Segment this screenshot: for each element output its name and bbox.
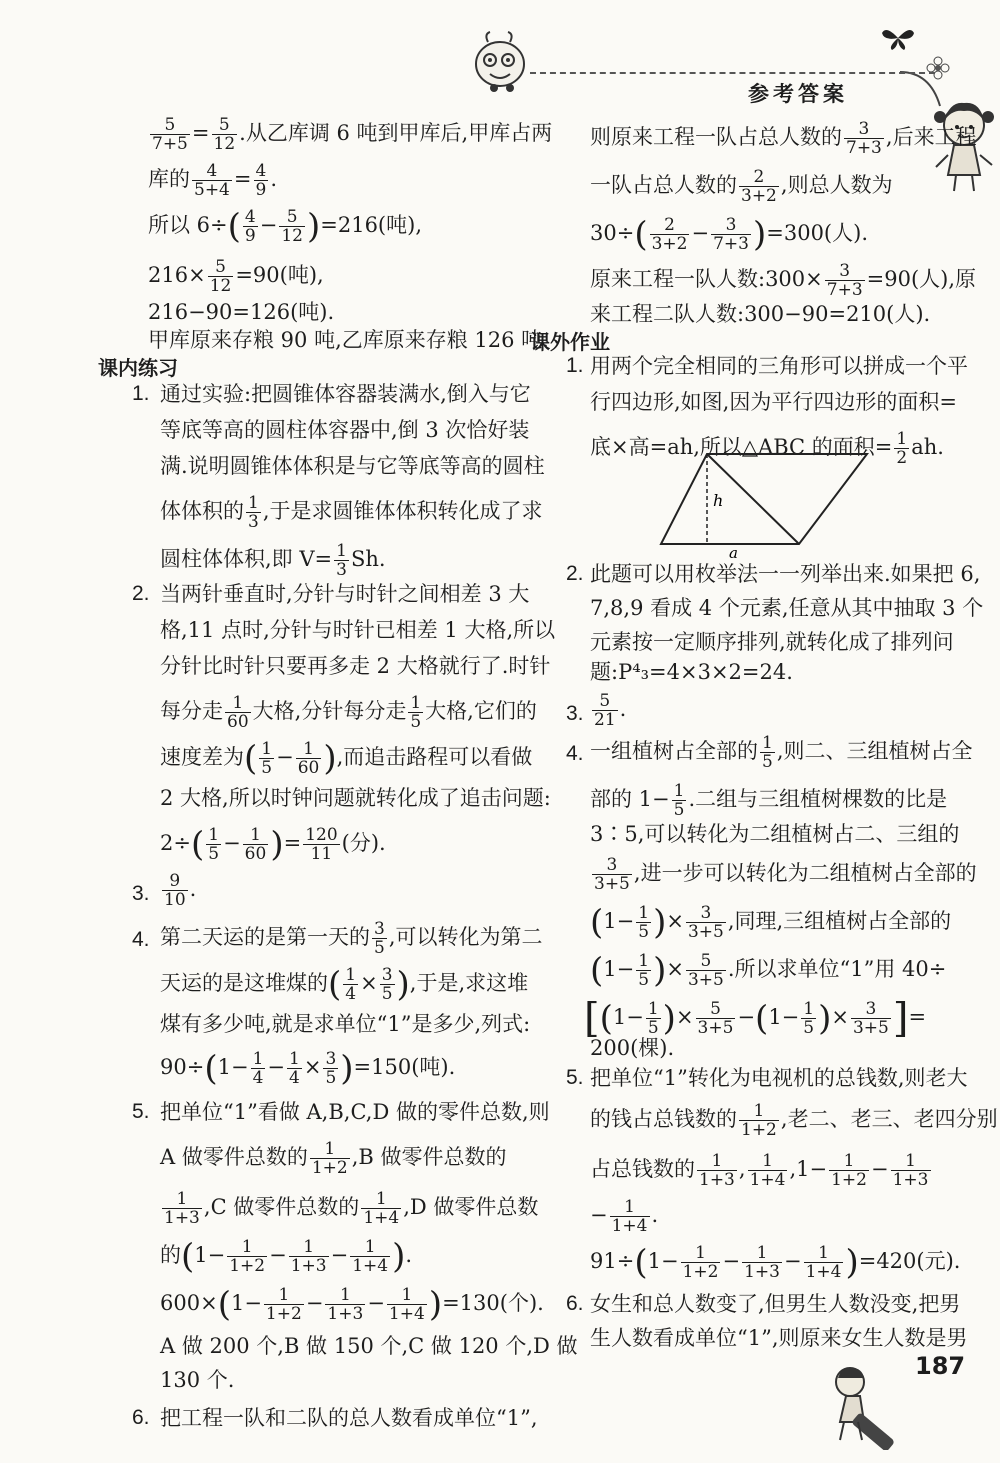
cartoon-face-icon <box>470 30 530 92</box>
fraction: $\frac{1}{60}$ <box>244 825 267 864</box>
fraction: $\frac{2}{3+2}$ <box>741 167 777 206</box>
fraction: $\frac{1}{5}$ <box>410 693 422 732</box>
fraction: $\frac{4}{9}$ <box>255 161 267 200</box>
p5-line-7: 130 个. <box>160 1368 235 1392</box>
fraction: $\frac{1}{5}$ <box>673 781 685 820</box>
q1-line-2: 行四边形,如图,因为平行四边形的面积= <box>590 390 957 414</box>
q5-line-1: 把单位“1”转化为电视机的总钱数,则老大 <box>590 1066 968 1090</box>
right-line-2: 一队占总人数的 $\frac{2}{3+2}$ ,则总人数为 <box>590 167 893 206</box>
q6-line-2: 生人数看成单位“1”,则原来女生人数是男 <box>590 1326 968 1350</box>
base-label: a <box>729 544 738 558</box>
p5-line-2: A 做零件总数的 $\frac{1}{1+2}$ ,B 做零件总数的 <box>160 1139 507 1178</box>
parallelogram-figure <box>655 448 875 558</box>
page-header-title: 参考答案 <box>748 82 848 106</box>
q5-line-3: 占总钱数的 $\frac{1}{1+3}$ , $\frac{1}{1+4}$ ,1− $\frac{1}{1+2}$ − $\frac{1}{1+3}$ <box>590 1151 929 1190</box>
q2-line-4: 题:P⁴₃=4×3×2=24. <box>590 660 793 684</box>
p1-line-4: 体体积的 $\frac{1}{3}$ ,于是求圆锥体体积转化成了求 <box>160 493 543 532</box>
header-dashed-rule <box>530 72 935 74</box>
p4-line-4: 90÷(1− $\frac{1}{4}$ − $\frac{1}{4}$ × $\frac{3}{5}$ )=150(吨). <box>160 1048 456 1089</box>
fraction: $\frac{3}{5}$ <box>325 1049 337 1088</box>
fraction: $\frac{1}{5}$ <box>647 999 659 1038</box>
fraction: $\frac{1}{5}$ <box>261 739 273 778</box>
q5-line-2: 的钱占总钱数的 $\frac{1}{1+2}$ ,老二、老三、老四分别 <box>590 1101 998 1140</box>
p1-line-1: 通过实验:把圆锥体容器装满水,倒入与它 <box>160 382 531 406</box>
fraction: $\frac{1}{1+2}$ <box>311 1139 348 1178</box>
fraction: $\frac{1}{1+2}$ <box>682 1243 719 1282</box>
right-line-3: 30÷( $\frac{2}{3+2}$ − $\frac{3}{7+3}$ )=300(人). <box>590 214 868 255</box>
fraction: $\frac{1}{3}$ <box>336 541 347 580</box>
q5-line-5: 91÷(1− $\frac{1}{1+2}$ − $\frac{1}{1+3}$ − $\frac{1}{1+4}$ )=420(元). <box>590 1242 961 1283</box>
fraction: $\frac{1}{4}$ <box>345 965 357 1004</box>
section-heading-homework: 课外作业 <box>530 330 610 354</box>
fraction: $\frac{9}{10}$ <box>164 871 186 910</box>
q2-line-1: 此题可以用枚举法一一列举出来.如果把 6, <box>590 562 981 586</box>
p5-line-5: 600×(1− $\frac{1}{1+2}$ − $\frac{1}{1+3}$ − $\frac{1}{1+4}$ )=130(个). <box>160 1284 544 1325</box>
fraction: $\frac{3}{3+5}$ <box>687 903 724 942</box>
p5-line-1: 把单位“1”看做 A,B,C,D 做的零件总数,则 <box>160 1100 550 1124</box>
p1-line-3: 满.说明圆锥体体积是与它等底等高的圆柱 <box>160 454 545 478</box>
fraction: $\frac{1}{1+2}$ <box>831 1151 867 1190</box>
problem-number: 2. <box>132 582 150 605</box>
p4-line-1: 第二天运的是第一天的 $\frac{3}{5}$ ,可以转化为第二 <box>160 919 543 958</box>
section-heading-in-class: 课内练习 <box>98 356 178 380</box>
q1-line-3: 底×高=ah,所以△ABC 的面积= $\frac{1}{2}$ ah. <box>590 429 944 468</box>
problem-number: 1. <box>566 354 584 377</box>
right-line-1: 则原来工程一队占总人数的 $\frac{3}{7+3}$ ,后来工程 <box>590 119 977 158</box>
fraction: $\frac{1}{5}$ <box>638 903 650 942</box>
p5-line-4: 的(1− $\frac{1}{1+2}$ − $\frac{1}{1+3}$ − $\frac{1}{1+4}$ ). <box>160 1236 413 1277</box>
q4-line-1: 一组植树占全部的 $\frac{1}{5}$ ,则二、三组植树占全 <box>590 733 973 772</box>
fraction: $\frac{5}{12}$ <box>213 115 236 154</box>
fraction: $\frac{1}{3}$ <box>248 493 259 532</box>
problem-number: 4. <box>132 928 150 951</box>
left-line-1: $\frac{5}{7+5}$ = $\frac{5}{12}$ .从乙库调 6 吨到甲库后,甲库占两 <box>152 115 553 154</box>
p2-line-3: 分针比时针只要再多走 2 大格就行了.时针 <box>160 654 551 678</box>
p1-line-5: 圆柱体体积,即 V= $\frac{1}{3}$ Sh. <box>160 541 386 580</box>
fraction: $\frac{1}{60}$ <box>227 693 249 732</box>
fraction: $\frac{1}{1+4}$ <box>805 1243 842 1282</box>
fraction: $\frac{1}{1+4}$ <box>749 1151 786 1190</box>
problem-number: 5. <box>566 1066 584 1089</box>
cartoon-kid-telescope-icon <box>820 1360 915 1450</box>
q4-line-5: (1− $\frac{1}{5}$ )× $\frac{3}{3+5}$ ,同理,三组植树占全部的 <box>590 902 952 943</box>
fraction: $\frac{1}{60}$ <box>297 739 320 778</box>
fraction: $\frac{5}{21}$ <box>594 691 616 730</box>
q4-line-6: (1− $\frac{1}{5}$ )× $\frac{5}{3+5}$ .所以求单位“1”用 40÷ <box>590 950 947 991</box>
fraction: $\frac{1}{1+4}$ <box>363 1189 400 1228</box>
page-number: 187 <box>915 1352 966 1380</box>
q6-line-1: 女生和总人数变了,但男生人数没变,把男 <box>590 1292 961 1316</box>
right-line-5: 来工程二队人数:300−90=210(人). <box>590 302 931 326</box>
fraction: $\frac{1}{1+3}$ <box>164 1189 200 1228</box>
p3-answer: $\frac{9}{10}$ . <box>164 871 197 910</box>
butterfly-icon <box>880 25 916 51</box>
fraction: $\frac{5}{12}$ <box>209 257 232 296</box>
problem-number: 6. <box>566 1292 584 1315</box>
fraction: $\frac{1}{1+3}$ <box>744 1243 780 1282</box>
fraction: $\frac{1}{1+3}$ <box>327 1285 364 1324</box>
left-line-2: 库的 $\frac{4}{5+4}$ = $\frac{4}{9}$ . <box>148 161 278 200</box>
q1-line-1: 用两个完全相同的三角形可以拼成一个平 <box>590 354 968 378</box>
fraction: $\frac{3}{3+5}$ <box>594 855 630 894</box>
left-line-6: 甲库原来存粮 90 吨,乙库原来存粮 126 吨. <box>148 328 549 352</box>
fraction: $\frac{4}{5+4}$ <box>194 161 230 200</box>
fraction: $\frac{2}{3+2}$ <box>651 215 688 254</box>
p2-line-2: 格,11 点时,分针与时针已相差 1 大格,所以 <box>160 618 556 642</box>
p1-line-2: 等底等高的圆柱体容器中,倒 3 次恰好装 <box>160 418 530 442</box>
q4-line-3: 3∶5,可以转化为二组植树占二、三组的 <box>590 822 960 846</box>
right-line-4: 原来工程一队人数:300× $\frac{3}{7+3}$ =90(人),原 <box>590 261 977 300</box>
p5-line-3: $\frac{1}{1+3}$ ,C 做零件总数的 $\frac{1}{1+4}$ ,D 做零件总数 <box>164 1189 539 1228</box>
fraction: $\frac{3}{5}$ <box>374 919 385 958</box>
p6-line-1: 把工程一队和二队的总人数看成单位“1”, <box>160 1406 538 1430</box>
p2-line-7: 2÷( $\frac{1}{5}$ − $\frac{1}{60}$ )= $\frac{120}{11}$ (分). <box>160 824 386 865</box>
q4-line-4: $\frac{3}{3+5}$ ,进一步可以转化为二组植树占全部的 <box>594 855 977 894</box>
problem-number: 5. <box>132 1100 150 1123</box>
fraction: $\frac{3}{5}$ <box>381 965 393 1004</box>
p2-line-6: 2 大格,所以时钟问题就转化成了追击问题: <box>160 786 551 810</box>
fraction: $\frac{3}{7+3}$ <box>826 261 863 300</box>
fraction: $\frac{1}{1+2}$ <box>265 1285 302 1324</box>
fraction: $\frac{1}{1+4}$ <box>611 1197 648 1236</box>
fraction: $\frac{1}{2}$ <box>896 429 908 468</box>
fraction: $\frac{1}{5}$ <box>638 951 650 990</box>
fraction: $\frac{3}{7+3}$ <box>713 215 749 254</box>
fraction: $\frac{1}{5}$ <box>208 825 220 864</box>
fraction: $\frac{5}{12}$ <box>281 207 303 246</box>
q5-line-4: − $\frac{1}{1+4}$ . <box>590 1197 659 1236</box>
problem-number: 6. <box>132 1406 150 1429</box>
height-label: h <box>713 491 724 510</box>
fraction: $\frac{3}{7+3}$ <box>846 119 882 158</box>
fraction: $\frac{1}{1+3}$ <box>290 1237 327 1276</box>
left-line-5: 216−90=126(吨). <box>148 300 335 324</box>
header-curve <box>900 70 950 110</box>
fraction: $\frac{1}{1+3}$ <box>892 1151 929 1190</box>
problem-number: 1. <box>132 382 150 405</box>
fraction: $\frac{1}{1+2}$ <box>229 1237 266 1276</box>
problem-number: 4. <box>566 742 584 765</box>
fraction: $\frac{1}{1+3}$ <box>699 1151 735 1190</box>
fraction: $\frac{5}{3+5}$ <box>687 951 724 990</box>
fraction: $\frac{1}{1+4}$ <box>352 1237 389 1276</box>
p2-line-1: 当两针垂直时,分针与时针之间相差 3 大 <box>160 582 530 606</box>
p4-line-3: 煤有多少吨,就是求单位“1”是多少,列式: <box>160 1012 531 1036</box>
q2-line-2: 7,8,9 看成 4 个元素,任意从其中抽取 3 个 <box>590 596 984 620</box>
fraction: $\frac{5}{3+5}$ <box>697 999 734 1038</box>
problem-number: 2. <box>566 562 584 585</box>
problem-number: 3. <box>566 702 584 725</box>
fraction: $\frac{1}{1+2}$ <box>741 1101 777 1140</box>
fraction: $\frac{120}{11}$ <box>305 825 338 864</box>
fraction: $\frac{5}{7+5}$ <box>152 115 188 154</box>
left-line-3: 所以 6÷( $\frac{4}{9}$ − $\frac{5}{12}$ )=216(吨), <box>148 206 422 247</box>
p4-line-2: 天运的是这堆煤的( $\frac{1}{4}$ × $\frac{3}{5}$ ),于是,求这堆 <box>160 964 529 1005</box>
fraction: $\frac{1}{1+4}$ <box>388 1285 425 1324</box>
fraction: $\frac{1}{4}$ <box>289 1049 300 1088</box>
fraction: $\frac{1}{4}$ <box>252 1049 264 1088</box>
q4-line-8: 200(棵). <box>590 1036 675 1060</box>
fraction: $\frac{1}{5}$ <box>762 733 773 772</box>
p2-line-4: 每分走 $\frac{1}{60}$ 大格,分针每分走 $\frac{1}{5}$ 大格,它们的 <box>160 693 537 732</box>
fraction: $\frac{1}{5}$ <box>803 999 815 1038</box>
fraction: $\frac{4}{9}$ <box>244 207 256 246</box>
p5-line-6: A 做 200 个,B 做 150 个,C 做 120 个,D 做 <box>160 1334 578 1358</box>
problem-number: 3. <box>132 882 150 905</box>
q2-line-3: 元素按一定顺序排列,就转化成了排列问 <box>590 630 954 654</box>
q4-line-2: 部的 1− $\frac{1}{5}$ .二组与三组植树棵数的比是 <box>590 781 948 820</box>
p2-line-5: 速度差为( $\frac{1}{5}$ − $\frac{1}{60}$ ),而追击路程可以看做 <box>160 738 533 779</box>
left-line-4: 216× $\frac{5}{12}$ =90(吨), <box>148 257 324 296</box>
fraction: $\frac{3}{3+5}$ <box>852 999 889 1038</box>
q3-answer: $\frac{5}{21}$ . <box>594 691 627 730</box>
q4-line-7: [(1− $\frac{1}{5}$ )× $\frac{5}{3+5}$ −(1− $\frac{1}{5}$ )× $\frac{3}{3+5}$ ]= <box>584 995 927 1042</box>
